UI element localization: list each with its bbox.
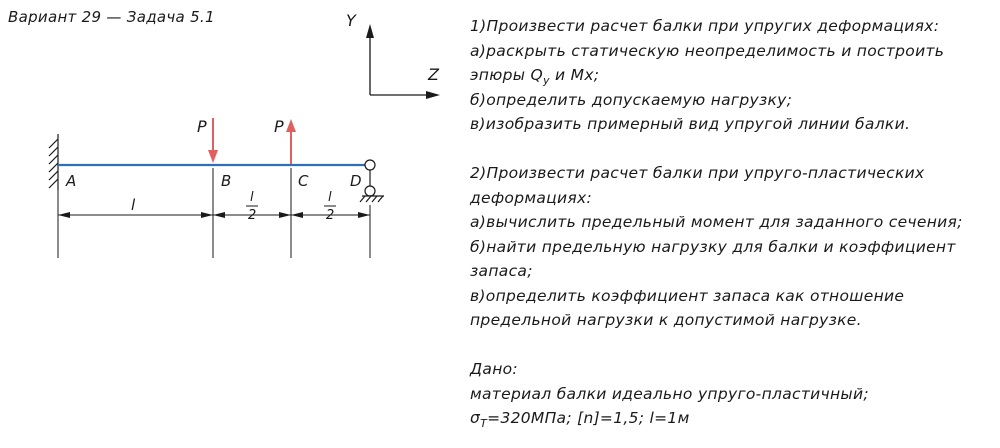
task-s1-c: в)изобразить примерный вид упругой линии балки. — [470, 115, 911, 133]
point-label-c: C — [298, 172, 309, 190]
point-label-b: B — [221, 172, 232, 190]
point-label-a: A — [66, 172, 77, 190]
given-sigma: σ — [470, 409, 481, 427]
fixed-support-a — [49, 134, 58, 190]
pin-support-d — [360, 160, 384, 202]
dim-label-cd-num: l — [328, 190, 332, 205]
variant-title: Вариант 29 — Задача 5.1 — [8, 8, 215, 26]
task-s1-a1: а)раскрыть статическую неопределимость и построить — [470, 41, 945, 60]
extension-lines — [58, 168, 370, 258]
given-line1: материал балки идеально упруго-пластичный; — [470, 384, 869, 403]
z-axis-arrow — [426, 91, 440, 99]
load-label-c: P — [274, 117, 284, 136]
task-s1-b: б)определить допускаемую нагрузку; — [470, 90, 793, 109]
load-b — [208, 118, 218, 163]
given-rest: =320МПа; [n]=1,5; l=1м — [487, 409, 690, 427]
dim-label-bc-den: 2 — [248, 208, 257, 223]
task-s1-a2-pre: эпюры Q — [470, 66, 543, 84]
given-sigma-sub: T — [480, 417, 488, 431]
task-s2-c1: в)определить коэффициент запаса как отношение — [470, 286, 905, 305]
given-line2 — [470, 406, 990, 431]
given-title: Дано: — [470, 360, 518, 378]
task-s2-b2: запаса; — [470, 262, 533, 280]
y-axis-label: Y — [346, 11, 356, 30]
axes — [346, 11, 440, 99]
task-text — [470, 14, 990, 431]
task-s1-title: 1)Произвести расчет балки при упругих деформациях: — [470, 17, 940, 35]
dim-label-bc-num: l — [250, 190, 254, 205]
task-s2-b1: б)найти предельную нагрузку для балки и коэффициент — [470, 237, 956, 256]
task-s2-title2: деформациях: — [470, 188, 592, 207]
task-s1-a2 — [470, 63, 990, 88]
load-label-b: P — [197, 117, 207, 136]
task-s1-a2-post: и Mx; — [549, 66, 600, 84]
load-c — [286, 119, 296, 164]
z-axis-label: Z — [428, 65, 439, 84]
task-s2-a: а)вычислить предельный момент для заданного сечения; — [470, 213, 963, 231]
beam-diagram — [0, 0, 460, 448]
task-s2-c2: предельной нагрузки к допустимой нагрузке. — [470, 311, 862, 329]
y-axis-arrow — [366, 24, 374, 38]
point-label-d: D — [350, 172, 362, 190]
task-s2-title1: 2)Произвести расчет балки при упруго-пластических — [470, 164, 925, 182]
dim-label-cd-den: 2 — [326, 208, 335, 223]
dim-label-ab: l — [131, 196, 136, 214]
task-s1-a2-sub: y — [543, 74, 550, 88]
